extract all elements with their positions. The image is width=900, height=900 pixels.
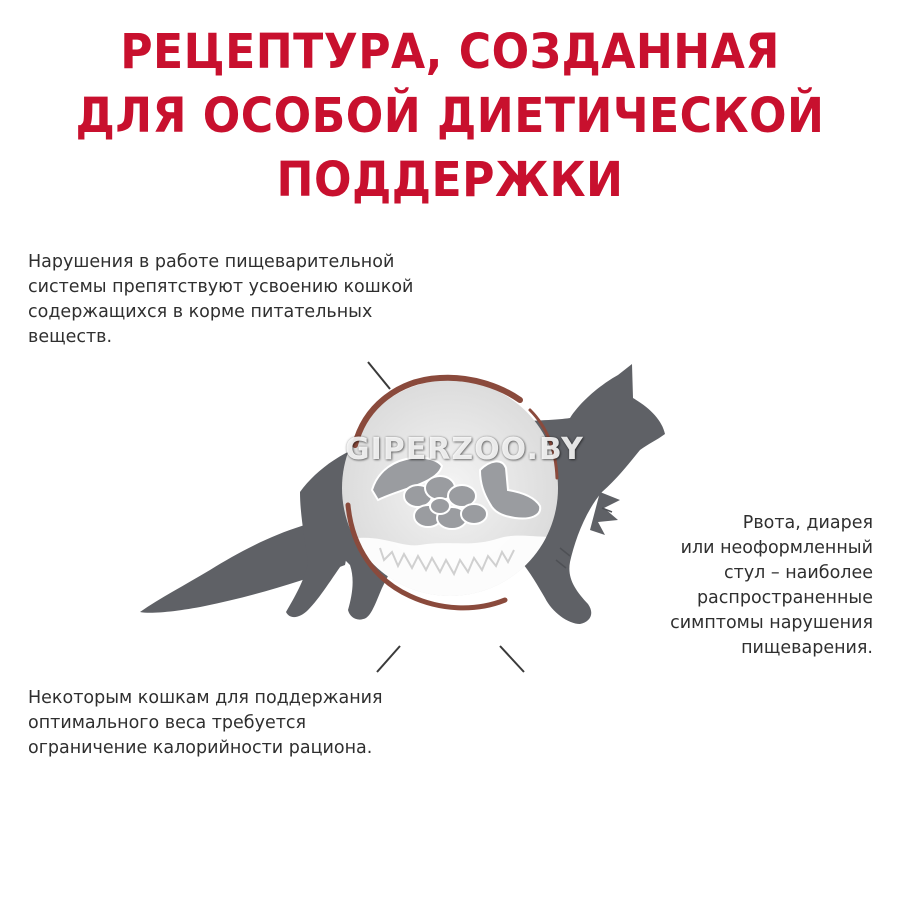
callout-line: Некоторым кошкам для поддержания [28, 688, 383, 708]
symptoms-callout-text [670, 511, 873, 661]
watermark: GIPERZOO.BY [345, 432, 584, 467]
callout-line: Нарушения в работе пищеварительной [28, 252, 395, 272]
callout-line: симптомы нарушения [670, 613, 873, 633]
callout-line: пищеварения. [741, 638, 873, 658]
callout-line: содержащихся в корме питательных [28, 302, 373, 322]
callout-line: оптимального веса требуется [28, 713, 307, 733]
callout-line: системы препятствуют усвоению кошкой [28, 277, 414, 297]
headline-line: РЕЦЕПТУРА, СОЗДАННАЯ [120, 24, 780, 80]
weight-callout-text [28, 686, 383, 761]
callout-line: распространенные [696, 588, 873, 608]
headline-line: ДЛЯ ОСОБОЙ ДИЕТИЧЕСКОЙ [75, 88, 825, 144]
callout-line: веществ. [28, 327, 113, 347]
callout-line: Рвота, диарея [742, 513, 873, 533]
callout-line: или неоформленный [680, 538, 873, 558]
callout-line: ограничение калорийности рациона. [28, 738, 373, 758]
callout-line: стул – наиболее [724, 563, 873, 583]
headline-line: ПОДДЕРЖКИ [276, 152, 624, 208]
